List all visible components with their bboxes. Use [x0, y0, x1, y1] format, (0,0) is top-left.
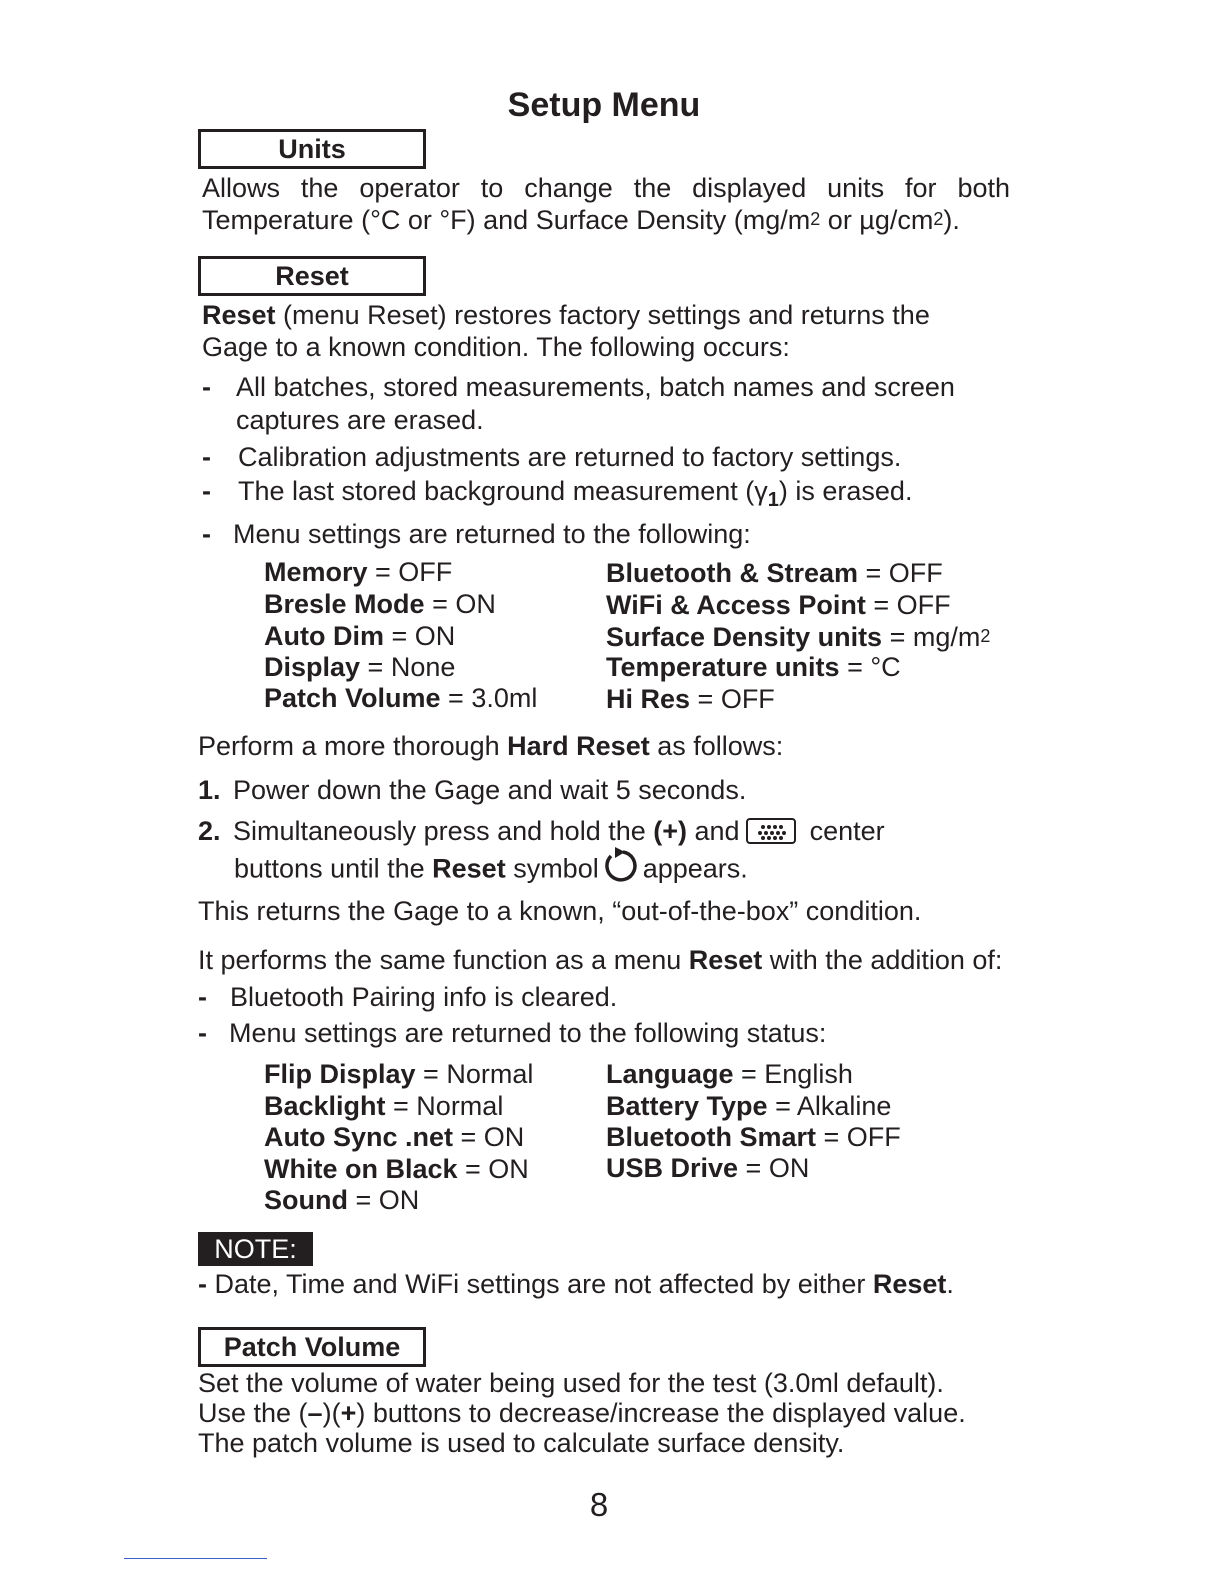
patch-volume-line2: Use the (–)(+) buttons to decrease/increase the displayed value. [198, 1398, 966, 1428]
setting-wifi-access-point: WiFi & Access Point = OFF [606, 590, 951, 620]
bullet-dash: - [198, 982, 207, 1012]
reset-bullet1-line2: captures are erased. [236, 405, 484, 435]
hard-reset-same-function: It performs the same function as a menu Reset with the addition of: [198, 945, 1003, 975]
setting-bluetooth-smart: Bluetooth Smart = OFF [606, 1122, 901, 1152]
setting-white-on-black: White on Black = ON [264, 1154, 529, 1184]
reset-bullet3: The last stored background measurement $(\gamma_1)$ is erased. [238, 476, 913, 511]
step-number: 2. [198, 816, 221, 846]
setting-sound: Sound = ON [264, 1185, 420, 1215]
units-description-line1: Allows the operator to change the displayed units for both [202, 173, 1010, 203]
note-label: NOTE: [198, 1232, 313, 1266]
setting-surface-density-units: Surface Density units = $mg/m^2$ [606, 622, 991, 652]
setting-usb-drive: USB Drive = ON [606, 1153, 810, 1183]
setting-patch-volume: Patch Volume = 3.0ml [264, 683, 538, 713]
bullet-dash: - [202, 519, 211, 549]
setting-battery-type: Battery Type = Alkaline [606, 1091, 892, 1121]
hard-reset-intro: Perform a more thorough Hard Reset as follows: [198, 731, 784, 761]
setting-auto-sync: Auto Sync .net = ON [264, 1122, 525, 1152]
units-description-line2: Temperature (°C or °F) and Surface Density ($mg/m^2$ or $\mu g/cm^2$). [202, 205, 960, 235]
setting-flip-display: Flip Display = Normal [264, 1059, 534, 1089]
footer-divider [124, 1558, 267, 1559]
setting-hi-res: Hi Res = OFF [606, 684, 775, 714]
note-text: - Date, Time and WiFi settings are not affected by either Reset. [198, 1269, 954, 1299]
bullet-dash: - [202, 442, 211, 472]
reset-bullet1-line1: All batches, stored measurements, batch names and screen [236, 372, 955, 402]
setting-language: Language = English [606, 1059, 853, 1089]
setting-bresle-mode: Bresle Mode = ON [264, 589, 496, 619]
hard-reset-step2-line1: Simultaneously press and hold the (+) and center [233, 816, 885, 846]
setting-backlight: Backlight = Normal [264, 1091, 504, 1121]
hard-reset-step2-line2: buttons until the Reset symbol appears. [234, 848, 748, 893]
reset-bullet4: Menu settings are returned to the following: [233, 519, 751, 549]
patch-volume-line3: The patch volume is used to calculate surface density. [198, 1428, 845, 1458]
reset-intro-line2: Gage to a known condition. The following occurs: [202, 332, 790, 362]
setting-memory: Memory = OFF [264, 557, 453, 587]
reset-symbol-icon [601, 846, 641, 891]
center-button-icon [746, 818, 796, 844]
page-title: Setup Menu [507, 86, 701, 124]
hard-reset-step1: Power down the Gage and wait 5 seconds. [233, 775, 747, 805]
setting-auto-dim: Auto Dim = ON [264, 621, 456, 651]
patch-volume-heading: Patch Volume [198, 1327, 426, 1367]
reset-intro-line1: Reset (menu Reset) restores factory settings and returns the [202, 300, 930, 330]
bullet-dash: - [198, 1018, 207, 1048]
hard-reset-bullet1: Bluetooth Pairing info is cleared. [230, 982, 618, 1012]
bullet-dash: - [202, 372, 211, 402]
reset-heading: Reset [198, 256, 426, 296]
step-number: 1. [198, 775, 221, 805]
bullet-dash: - [202, 476, 211, 506]
hard-reset-bullet2: Menu settings are returned to the following status: [229, 1018, 827, 1048]
reset-bullet2: Calibration adjustments are returned to factory settings. [238, 442, 902, 472]
page-number: 8 [589, 1486, 609, 1523]
setting-display: Display = None [264, 652, 456, 682]
patch-volume-line1: Set the volume of water being used for the test (3.0ml default). [198, 1368, 944, 1398]
setting-bluetooth-stream: Bluetooth & Stream = OFF [606, 558, 943, 588]
units-heading: Units [198, 129, 426, 169]
hard-reset-returns: This returns the Gage to a known, “out-of-the-box” condition. [198, 896, 922, 926]
setting-temperature-units: Temperature units = °C [606, 652, 901, 682]
